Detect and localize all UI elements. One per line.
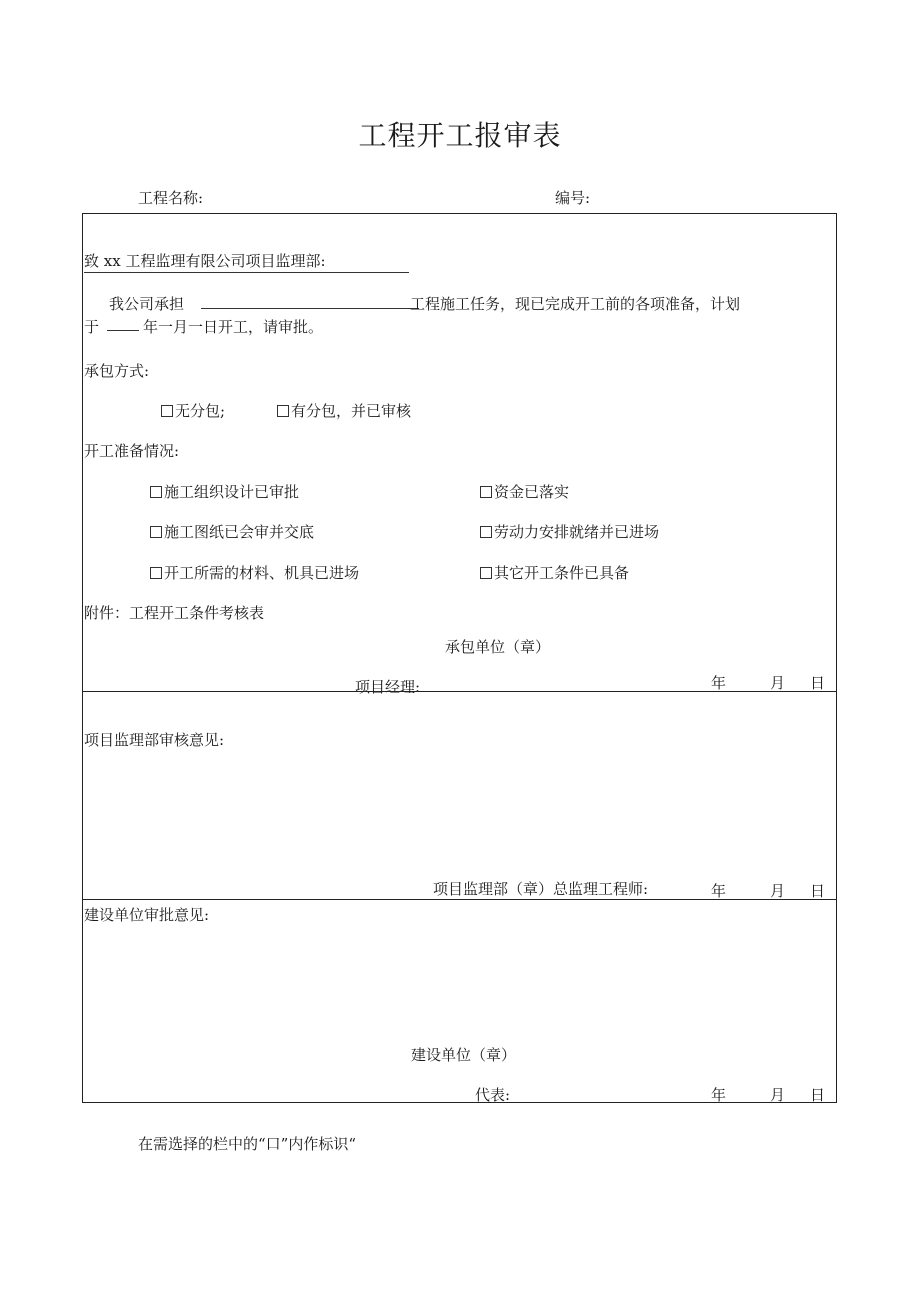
prep-label: 开工准备情况: [84,442,180,460]
date-month: 月 [770,1086,786,1104]
owner-seal: 建设单位（章） [411,1046,517,1064]
checkbox-icon [150,486,162,498]
contractor-seal: 承包单位（章） [445,638,551,656]
checkbox-icon [277,405,289,417]
prep-item[interactable]: 其它开工条件已具备 [480,562,629,583]
prep-item[interactable]: 劳动力安排就绪并已进场 [480,521,659,542]
date-year: 年 [711,1086,727,1104]
project-name-blank[interactable] [201,293,419,309]
body-line2-suffix: 年一月一日开工，请审批。 [143,318,324,336]
number-label: 编号: [555,189,591,207]
body-line2-prefix: 于 [84,318,100,336]
supervision-opinion-label: 项目监理部审核意见: [84,731,225,749]
checkbox-icon [480,567,492,579]
checkbox-icon [150,567,162,579]
project-manager-label: 项目经理: [355,678,421,696]
supervision-signature: 项目监理部（章）总监理工程师: [433,880,649,898]
addressee: 致 xx 工程监理有限公司项目监理部: [84,250,409,273]
divider [83,691,836,692]
checkbox-icon [150,526,162,538]
option-no-subcontract[interactable]: 无分包; [161,400,225,421]
year-blank[interactable] [107,316,139,331]
contract-label: 承包方式: [84,362,150,380]
date-day: 日 [810,882,826,900]
attachment: 附件：工程开工条件考核表 [84,604,265,622]
checkbox-icon [480,486,492,498]
page-title: 工程开工报审表 [358,119,562,152]
checkbox-icon [161,405,173,417]
project-name-label: 工程名称: [138,189,204,207]
body-line1-suffix: 工程施工任务，现已完成开工前的各项准备，计划 [410,295,741,313]
prep-item[interactable]: 施工图纸已会审并交底 [150,521,314,542]
footnote: 在需选择的栏中的“口”内作标识“ [138,1135,357,1153]
date-month: 月 [770,882,786,900]
option-has-subcontract[interactable]: 有分包，并已审核 [277,400,411,421]
date-month: 月 [770,674,786,692]
body-line1-prefix: 我公司承担 [109,295,185,313]
date-year: 年 [711,882,727,900]
form-table [82,213,837,1103]
prep-item[interactable]: 开工所需的材料、机具已进场 [150,562,359,583]
divider [83,899,836,900]
owner-opinion-label: 建设单位审批意见: [84,906,210,924]
prep-item[interactable]: 资金已落实 [480,481,569,502]
checkbox-icon [480,526,492,538]
owner-rep-label: 代表: [475,1086,511,1104]
date-day: 日 [810,674,826,692]
date-day: 日 [810,1086,826,1104]
date-year: 年 [711,674,727,692]
prep-item[interactable]: 施工组织设计已审批 [150,481,299,502]
